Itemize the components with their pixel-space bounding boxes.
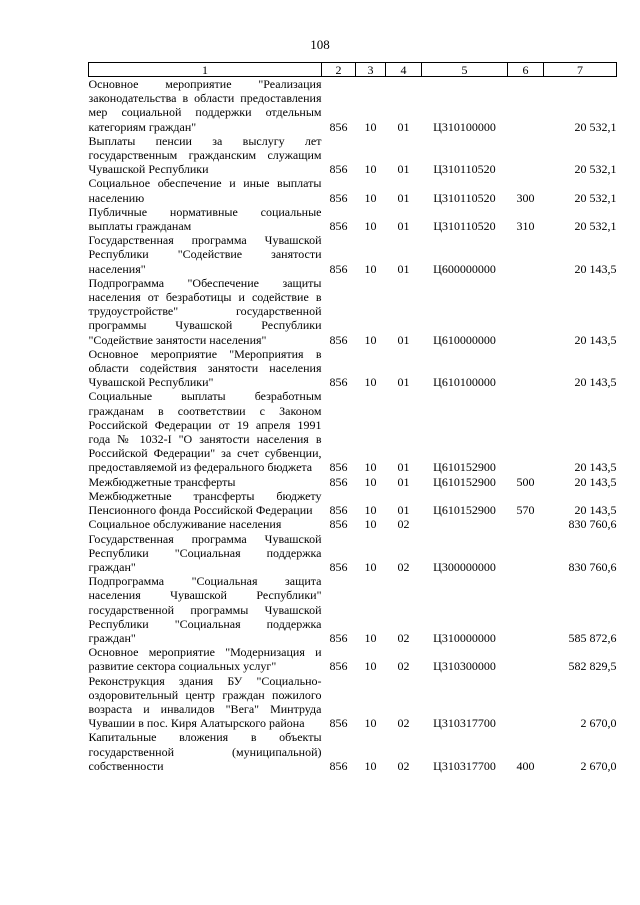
row-col-6 [508, 233, 544, 276]
row-col-3: 10 [364, 630, 377, 645]
row-col-2: 856 [329, 716, 348, 731]
row-col-6: 500 [516, 474, 535, 489]
header-cell-1: 1 [89, 63, 322, 77]
table-row [89, 276, 617, 347]
row-col-2: 856 [329, 119, 348, 134]
row-col-3: 10 [364, 460, 377, 475]
header-cell-7: 7 [544, 63, 617, 77]
table-row [89, 574, 617, 645]
row-name: Социальные выплаты безработным гражданам в соответствии с Законом Российской Федерации от 19 апреля 1991 года № 1032-I "О занятости населения в Российской Федерации" за счет субвенции, предоставляемой из федерального бюджета [88, 389, 322, 475]
row-col-4: 02 [397, 517, 410, 532]
row-name: Основное мероприятие "Мероприятия в области содействия занятости населения Чувашской Республики" [88, 346, 322, 390]
row-amount: 20 143,5 [574, 332, 617, 347]
table-row [89, 347, 617, 390]
row-col-2: 856 [329, 219, 348, 234]
row-col-3: 10 [364, 219, 377, 234]
row-col-6 [508, 574, 544, 645]
header-cell-5: 5 [422, 63, 508, 77]
row-col-6 [508, 517, 544, 531]
table-row [89, 205, 617, 233]
table-row [89, 730, 617, 773]
row-name: Социальное обслуживание населения [88, 517, 282, 532]
header-cell-4: 4 [386, 63, 422, 77]
budget-table [88, 62, 617, 773]
row-col-5: Ц300000000 [433, 559, 496, 574]
row-col-4: 02 [397, 559, 410, 574]
row-col-4: 01 [397, 190, 410, 205]
row-col-4: 01 [397, 261, 410, 276]
row-col-3: 10 [364, 758, 377, 773]
row-name: Межбюджетные трансферты бюджету Пенсионного фонда Российской Федерации [88, 488, 322, 518]
row-col-5: Ц610000000 [433, 332, 496, 347]
row-amount: 20 143,5 [574, 460, 617, 475]
table-row [89, 532, 617, 575]
row-col-5: Ц310300000 [433, 659, 496, 674]
row-col-5: Ц310100000 [433, 119, 496, 134]
header-cell-6: 6 [508, 63, 544, 77]
row-name: Социальное обеспечение и иные выплаты населению [88, 176, 322, 205]
row-col-6: 300 [516, 190, 535, 205]
table-row [89, 134, 617, 177]
row-amount: 2 670,0 [580, 758, 617, 773]
row-col-3: 10 [364, 559, 377, 574]
row-col-4: 02 [397, 630, 410, 645]
header-cell-3: 3 [356, 63, 386, 77]
row-amount: 830 760,6 [568, 517, 617, 532]
row-col-4: 01 [397, 474, 410, 489]
table-row [89, 233, 617, 276]
row-name: Подпрограмма "Социальная защита населения Чувашской Республики" государственной программы Чувашской Республики "Социальная поддержка граждан" [88, 574, 322, 645]
row-col-5: Ц310110520 [433, 190, 496, 205]
row-amount: 20 532,1 [574, 162, 617, 177]
row-amount: 2 670,0 [580, 716, 617, 731]
row-col-5: Ц610152900 [433, 474, 496, 489]
row-col-3: 10 [364, 375, 377, 390]
header-cell-2: 2 [322, 63, 356, 77]
row-col-2: 856 [329, 261, 348, 276]
row-col-3: 10 [364, 162, 377, 177]
row-col-2: 856 [329, 460, 348, 475]
row-col-4: 01 [397, 460, 410, 475]
row-col-4: 02 [397, 758, 410, 773]
row-name: Основное мероприятие "Реализация законодательства в области предоставления мер социальной поддержки отдельным категориям граждан" [88, 77, 322, 134]
row-amount: 20 143,5 [574, 503, 617, 518]
row-col-3: 10 [364, 503, 377, 518]
row-col-6 [508, 389, 544, 474]
table-row [89, 389, 617, 474]
row-col-6: 310 [516, 219, 535, 234]
row-col-6 [508, 674, 544, 731]
row-col-2: 856 [329, 630, 348, 645]
row-name: Выплаты пенсии за выслугу лет государственным гражданским служащим Чувашской Республики [88, 133, 322, 177]
row-col-4: 01 [397, 219, 410, 234]
row-col-3: 10 [364, 716, 377, 731]
row-col-2: 856 [329, 162, 348, 177]
row-col-3: 10 [364, 261, 377, 276]
row-col-4: 01 [397, 119, 410, 134]
row-name: Реконструкция здания БУ "Социально-оздоровительный центр граждан пожилого возраста и инвалидов "Вега" Минтруда Чувашии в пос. Киря Алатырского района [88, 673, 322, 731]
row-col-4: 01 [397, 375, 410, 390]
row-name: Капитальные вложения в объекты государственной (муниципальной) собственности [88, 730, 322, 773]
row-col-3: 10 [364, 659, 377, 674]
row-col-2: 856 [329, 517, 348, 532]
row-col-2: 856 [329, 375, 348, 390]
row-col-2: 856 [329, 559, 348, 574]
table-row [89, 176, 617, 204]
row-amount: 20 143,5 [574, 375, 617, 390]
row-col-5: Ц310317700 [433, 716, 496, 731]
row-col-3: 10 [364, 474, 377, 489]
table-row [89, 475, 617, 489]
row-col-4: 02 [397, 659, 410, 674]
row-name: Основное мероприятие "Модернизация и развитие сектора социальных услуг" [88, 645, 322, 674]
row-name: Подпрограмма "Обеспечение защиты населения от безработицы и содействие в трудоустройстве" государственной программы Чувашской Республики "Содействие занятости населения" [88, 275, 322, 347]
row-col-5: Ц600000000 [433, 261, 496, 276]
row-col-6 [508, 134, 544, 177]
row-amount: 20 532,1 [574, 219, 617, 234]
table-row [89, 517, 617, 531]
table-row [89, 645, 617, 673]
row-col-5: Ц610152900 [433, 460, 496, 475]
row-name: Публичные нормативные социальные выплаты гражданам [88, 204, 322, 234]
row-col-3: 10 [364, 190, 377, 205]
row-col-6 [508, 532, 544, 575]
row-col-5: Ц310317700 [433, 758, 496, 773]
row-col-6: 570 [516, 503, 535, 518]
row-amount: 830 760,6 [568, 559, 617, 574]
row-col-5: Ц610100000 [433, 375, 496, 390]
table-row [89, 489, 617, 517]
row-col-5: Ц310110520 [433, 219, 496, 234]
row-col-3: 10 [364, 332, 377, 347]
row-col-3: 10 [364, 517, 377, 532]
table-row [89, 674, 617, 731]
row-col-6 [508, 276, 544, 347]
row-col-5: Ц610152900 [433, 503, 496, 518]
row-col-5 [422, 517, 508, 531]
row-amount: 585 872,6 [568, 630, 617, 645]
row-amount: 20 532,1 [574, 119, 617, 134]
row-col-4: 01 [397, 503, 410, 518]
row-name: Межбюджетные трансферты [88, 474, 236, 489]
row-col-2: 856 [329, 474, 348, 489]
row-col-6 [508, 77, 544, 134]
row-amount: 20 532,1 [574, 190, 617, 205]
row-col-4: 02 [397, 716, 410, 731]
row-col-2: 856 [329, 659, 348, 674]
page-number: 108 [310, 37, 330, 52]
row-name: Государственная программа Чувашской Республики "Содействие занятости населения" [88, 233, 322, 276]
row-col-2: 856 [329, 190, 348, 205]
row-amount: 582 829,5 [568, 659, 617, 674]
row-amount: 20 143,5 [574, 261, 617, 276]
table-row [89, 77, 617, 134]
row-col-4: 01 [397, 162, 410, 177]
row-col-5: Ц310110520 [433, 162, 496, 177]
table-header-row [89, 63, 617, 77]
row-col-2: 856 [329, 503, 348, 518]
row-col-6 [508, 645, 544, 673]
row-amount: 20 143,5 [574, 474, 617, 489]
row-col-6: 400 [516, 758, 535, 773]
row-col-5: Ц310000000 [433, 630, 496, 645]
row-col-2: 856 [329, 758, 348, 773]
row-col-2: 856 [329, 332, 348, 347]
row-name: Государственная программа Чувашской Республики "Социальная поддержка граждан" [88, 531, 322, 574]
row-col-4: 01 [397, 332, 410, 347]
row-col-6 [508, 347, 544, 390]
row-col-3: 10 [364, 119, 377, 134]
